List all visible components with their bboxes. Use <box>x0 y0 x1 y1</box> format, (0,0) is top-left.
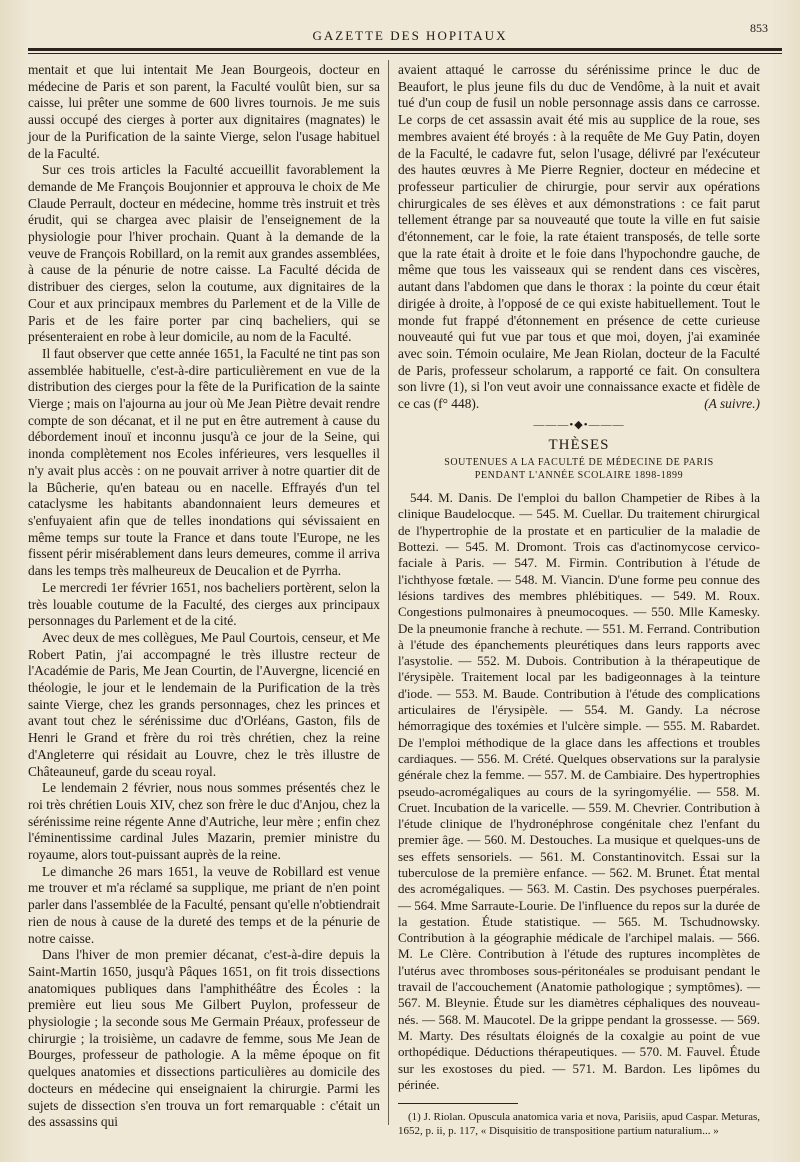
column-divider <box>388 60 389 1125</box>
theses-body: 544. M. Danis. De l'emploi du ballon Champetier de Ribes à la clinique Baudelocque. — 545. M. Cuellar. Du traitement chirurgical de l'hypertrophie de la prostate et en particulier de la maladie de Bottezi. — 545. M. Dromont. Trois cas d'actinomycose cervico-faciale à Paris. — 547. M. Firmin. Contribution à l'étude de l'ichthyose fœtale. — 548. M. Viancin. D'une forme peu connue des lésions tardives des membres phlébitiques. — 549. M. Roux. Congestions pulmonaires à pneumocoques. — 550. Mlle Kamesky. De la pneumonie franche à rechute. — 551. M. Ferrand. Contribution à l'étude des épanchements pleurétiques dans leurs rapports avec l'asystolie. — 552. M. Dubois. Contribution à la thérapeutique de l'érysipèle. Traitement local par les badigeonnages à la teinture d'iode. — 553. M. Baude. Contribution à l'étude des complications articulaires de l'érysipèle. — 554. M. Gandy. La nécrose hémorragique des toxémies et l'ulcère simple. — 555. M. Rabardet. De l'emploi méthodique de la glace dans les affections et troubles cardiaques. — 556. M. Crété. Quelques observations sur la paralysie générale chez la femme. — 557. M. de Cambiaire. Des hypertrophies pseudo-acromégaliques au cours de la syringomyélie. — 558. M. Cruet. Incubation de la varicelle. — 559. M. Chevrier. Contribution à l'étude clinique de l'hydronéphrose congénitale chez l'enfant du premier âge. — 560. M. Destouches. La musique et quelques-uns de ses effets sensoriels. — 561. M. Constantinovitch. Essai sur la tuberculose de la première enfance. — 562. M. Brunet. État mental des acromégaliques. — 563. M. Castin. Des psychoses puerpérales. — 564. Mme Sarraute-Lourie. De l'influence du repos sur la durée de la gestation. Étude statistique. — 565. M. Tschudnowsky. Contribution à la géographie médicale de l'archipel malais. — 566. M. Le Clère. Contribution à l'étude des ruptures incomplètes de l'utérus avec thromboses sous-péritonéales se produisant pendant le travail de l'accouchement (Anatomie pathologique ; symptômes). — 567. M. Bleynie. Étude sur les diamètres céphaliques des nouveau-nés. — 568. M. Maucotel. De la grippe pendant la grossesse. — 569. M. Marty. Des résultats éloignés de la coxalgie au point de vue orthopédique. Déductions thérapeutiques. — 570. M. Fauvel. Étude sur les exostoses du pied. — 571. M. Bardon. Les lipômes du périnée. <box>398 490 760 1092</box>
paragraph: Avec deux de mes collègues, Me Paul Courtois, censeur, et Me Robert Patin, j'ai accompagné le très illustre recteur de l'Académie de Paris, Me Jean Courtin, de l'Auvergne, licencié en théologie, le jour et le lendemain de la Purification de la très sainte Vierge, chez les grands personnages, chez les princes et avant tout chez le sérénissime duc d'Orléans, Gaston, fils de Henri le Grand et frère du roi très chrétien, chez la reine d'Angleterre qui résidait au Louvre, chez le très illustre de Châteauneuf, garde du sceau royal. <box>28 629 380 779</box>
left-column <box>28 62 380 1131</box>
paragraph <box>398 62 760 413</box>
a-suivre-note: (A suivre.) <box>704 396 760 412</box>
theses-subheading-2: PENDANT L'ANNÉE SCOLAIRE 1898-1899 <box>474 470 684 482</box>
paragraph: mentait et que lui intentait Me Jean Bourgeois, docteur en médecine de Paris et son parent, la Faculté voulût bien, sur sa caisse, lui prêter une somme de 600 livres tournois. Je me suis aussi occupé des cierges à porter aux dignitaires (magnates) le jour de la Purification de la sainte Vierge, selon l'usage habituel de la Faculté. <box>28 62 380 161</box>
paragraph: Le mercredi 1er février 1651, nos bacheliers portèrent, selon la très louable coutume de la Faculté, des cierges aux principaux personnages du Parlement et de la cité. <box>28 579 380 629</box>
right-column <box>398 62 760 1138</box>
header-rule-thick <box>28 48 782 51</box>
paragraph: Le lendemain 2 février, nous nous sommes présentés chez le roi très chrétien Louis XIV, chez son frère le duc d'Anjou, chez la sérénissime reine régente Anne d'Autriche, leur mère ; enfin chez l'éminentissime cardinal Jules Mazarin, premier ministre du royaume, alors tout-puissant auprès de la reine. <box>28 780 380 863</box>
section-ornament: ———•◆•——— <box>533 418 625 431</box>
page-header <box>40 18 780 46</box>
theses-list <box>398 490 760 1093</box>
footnote: (1) J. Riolan. Opuscula anatomica varia et nova, Parisiis, apud Caspar. Meturas, 1652, p. ii, p. 117, « Disquisitio de transpositione partium naturalium... » <box>398 1111 760 1138</box>
theses-subheading-1: SOUTENUES A LA FACULTÉ DE MÉDECINE DE PARIS <box>444 457 714 469</box>
footnote-rule <box>398 1103 518 1104</box>
paragraph: Il faut observer que cette année 1651, la Faculté ne tint pas son assemblée habituelle, c'est-à-dire particulièrement en vue de la distribution des cierges pour la fête de la Purification de la sainte Vierge ; mais on l'ajourna au jour où Me Jean Piètre devait rendre compte de son décanat, et il ne put en être autrement à cause du débordement inouï et inconnu jusqu'à ce jour de la Seine, qui inonda complètement nos Ecoles inférieures, vers lesquelles il n'y avait plus accès : on ne pouvait arriver à notre quartier dit de la Bûcherie, qu'en bateau ou en nacelle. Effrayés d'un tel cataclysme les habitants abandonnaient leurs demeures et s'enfuyaient afin que de telles inondations qui sévissaient en même temps sur toute la France et dans toute l'Europe, ne les fissent périr misérablement dans leurs demeures, comme il arriva dans les temps très malheureux de Deucalion et de Pyrrha. <box>28 345 380 579</box>
paragraph: Sur ces trois articles la Faculté accueillit favorablement la demande de Me François Boujonnier et approuva le choix de Me Claude Perrault, docteur en médecine, homme très instruit et très érudit, qui se chargea avec plaisir de l'enseignement de la physiologie pour l'hiver prochain. Quant à la demande de la veuve de François Robillard, on la remit aux grandes assemblées, à cause de la pénurie de notre caisse. La Faculté décida de distribuer des cierges, selon la coutume, aux dignitaires de la Cour et aux principaux membres du Parlement et de la Ville de Paris et de les faire porter par cinq bacheliers, qui se présenteraient en robe à leur domicile, au nom de la Faculté. <box>28 162 380 345</box>
paragraph: Le dimanche 26 mars 1651, la veuve de Robillard est venue me trouver et m'a réclamé sa supplique, me priant de n'en point parler dans l'assemblée de la Faculté, pensant qu'elle n'obtiendrait rien de nous à cause de la dureté des temps et de la pénurie de notre caisse. <box>28 863 380 946</box>
page-number: 853 <box>750 21 768 35</box>
paragraph-text: avaient attaqué le carrosse du sérénissime prince le duc de Beaufort, le plus jeune fils du duc de Vendôme, à la nuit et avait tué d'un coup de fusil un noble personnage assis dans ce carrosse. Le corps de cet assassin avait été mis au supplice de la roue, ses membres avaient été broyés : à la requête de Me Guy Patin, doyen de la Faculté, le cadavre fut, selon l'usage, délivré par l'exécuteur des hautes œuvres à Me Pierre Regnier, docteur en médecine et professeur particulier de chirurgie, pour servir aux opérations chirurgicales de ses élèves et aux démonstrations : ce fait parut tellement étrange par sa nouveauté que toute la ville en fut saisie d'étonnement, car le foie, la rate étaient transposés, de telle sorte que la rate était à droite et le foie dans l'hypochondre gauche, de même que tous les vaisseaux qui se rendent dans ces viscères, autant dans l'abdomen que dans le thorax : la pointe du cœur était dirigée à droite, à l'opposé de ce qui existe habituellement. Tout le monde fut frappé d'étonnement en présence de cette curieuse nouveauté qui fut vue par tous et que moi, doyen, j'ai examinée avec soin. Témoin oculaire, Me Jean Riolan, docteur de la Faculté de Paris, professeur scholarum, a rapporté ce fait. On consultera son livre (1), si l'on veut avoir une connaissance exacte et fidèle de ce cas (f° 448). <box>398 62 760 412</box>
paragraph: Dans l'hiver de mon premier décanat, c'est-à-dire depuis la Saint-Martin 1650, jusqu'à Pâques 1651, on fit trois dissections anatomiques publiques dans l'amphithéâtre des Écoles : la première eut lieu sous Me Gilbert Puylon, professeur de physiologie ; la seconde sous Me Germain Préaux, professeur de chirurgie ; la troisième, un cadavre de femme, sous Me Jean de Bourges, professeur de pathologie. A la même époque on fit quelques anatomies et dissections particulières au domicile des docteurs en médecine qui enseignaient la chirurgie. Parmi les sujets de dissection s'en trouva un fort remarquable : c'était un des assassins qui <box>28 947 380 1130</box>
journal-title: GAZETTE DES HOPITAUX <box>312 28 508 43</box>
theses-heading: THÈSES <box>548 437 610 454</box>
header-rule-thin <box>28 53 782 54</box>
